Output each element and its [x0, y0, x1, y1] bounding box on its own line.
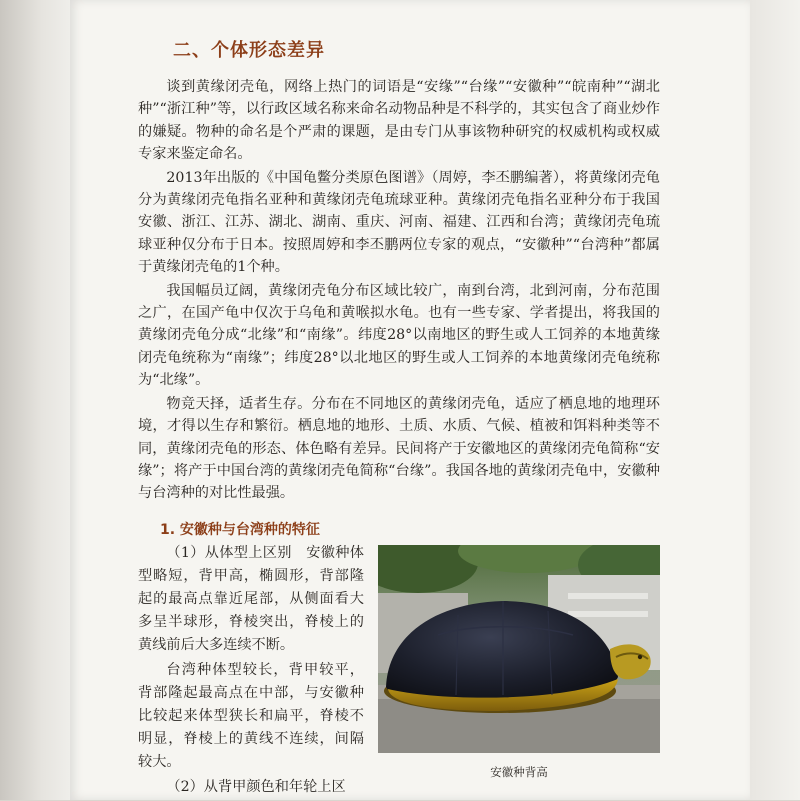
paragraph: （1）从体型上区别 安徽种体型略短，背甲高，椭圆形，背部隆起的最高点靠近尾部，从侧面看大多呈半球形，脊棱突出，脊棱上的黄线前后大多连续不断。	[138, 545, 364, 653]
paragraph: 台湾种体型较长，背甲较平，背部隆起最高点在中部，与安徽种比较起来体型狭长和扁平，脊棱不明显，脊棱上的黄线不连续，间隔较大。	[138, 662, 364, 770]
section-heading: 二、个体形态差异	[173, 40, 325, 61]
turtle-photo	[378, 545, 660, 753]
paragraph: （2）从背甲颜色和年轮上区	[166, 779, 346, 795]
body-text	[138, 76, 660, 506]
background-edge	[750, 0, 800, 800]
column-text	[138, 542, 364, 801]
facing-page-edge	[0, 0, 70, 800]
subsection-heading: 1. 安徽种与台湾种的特征	[160, 522, 320, 538]
paragraph: 谈到黄缘闭壳龟，网络上热门的词语是“安缘”“台缘”“安徽种”“皖南种”“湖北种”“浙江种”等，以行政区域名称来命名动物品种是不科学的，其实包含了商业炒作的嫌疑。物种的命名是个严肃的课题，是由专门从事该物种研究的权威机构或权威专家来鉴定命名。	[138, 79, 660, 163]
paragraph: 我国幅员辽阔，黄缘闭壳龟分布区域比较广，南到台湾，北到河南，分布范围之广，在国产龟中仅次于乌龟和黄喉拟水龟。也有一些专家、学者提出，将我国的黄缘闭壳龟分成“北缘”和“南缘”。纬度28°以南地区的野生或人工饲养的本地黄缘闭壳龟统称为“南缘”；纬度28°以北地区的野生或人工饲养的本地黄缘闭壳龟统称为“北缘”。	[138, 282, 660, 389]
paragraph: 物竞天择，适者生存。分布在不同地区的黄缘闭壳龟，适应了栖息地的地理环境，才得以生存和繁衍。栖息地的地形、土质、水质、气候、植被和饵料种类等不同，黄缘闭壳龟的形态、体色略有差异。民间将产于安徽地区的黄缘闭壳龟简称“安缘”；将产于中国台湾的黄缘闭壳龟简称“台缘”。我国各地的黄缘闭壳龟中，安徽种与台湾种的对比性最强。	[138, 395, 660, 502]
figure-caption: 安徽种背高	[490, 765, 548, 779]
paragraph: 2013年出版的《中国龟鳖分类原色图谱》（周婷，李丕鹏编著），将黄缘闭壳龟分为黄缘闭壳龟指名亚种和黄缘闭壳龟琉球亚种。黄缘闭壳龟指名亚种分布于我国安徽、浙江、江苏、湖北、湖南、重庆、河南、福建、江西和台湾；黄缘闭壳龟琉球亚种仅分布于日本。按照周婷和李丕鹏两位专家的观点，“安徽种”“台湾种”都属于黄缘闭壳龟的1个种。	[138, 169, 660, 276]
